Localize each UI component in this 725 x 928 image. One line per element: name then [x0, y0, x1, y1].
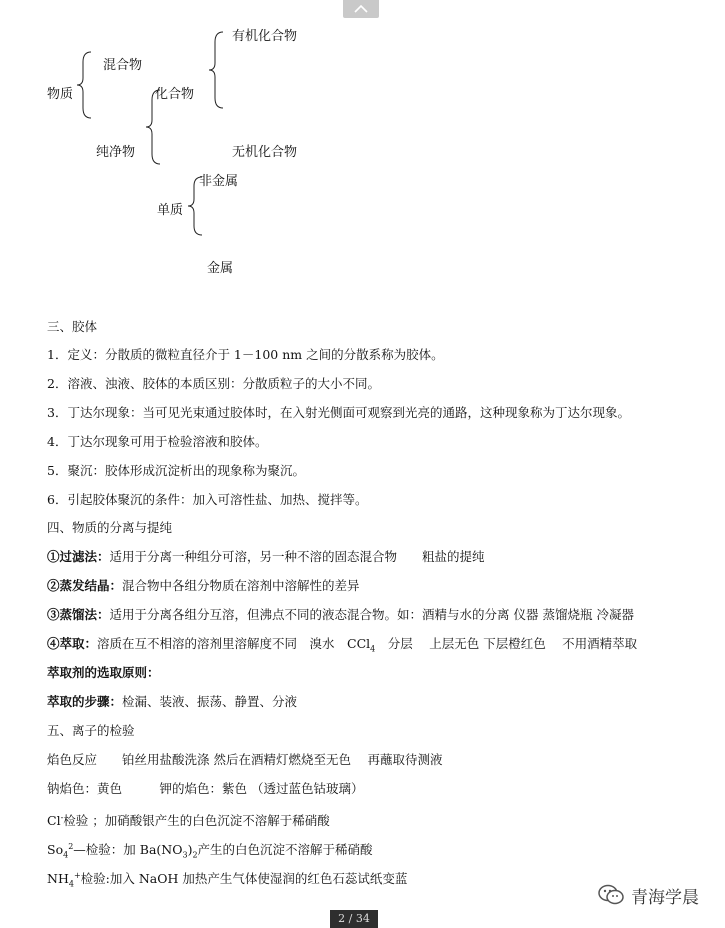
- extraction-sub: 4: [370, 644, 376, 654]
- chloride-charge: -: [60, 813, 64, 822]
- sulfate-sub: 4: [63, 850, 69, 860]
- ammonium-symbol: NH: [47, 871, 69, 887]
- chevron-up-icon: [353, 3, 369, 15]
- sulfate-text-b: ): [187, 842, 193, 858]
- brace-pure: [144, 88, 164, 166]
- node-mixture: 混合物: [103, 58, 143, 73]
- section3-item-2: 2．溶液、浊液、胶体的本质区别：分散质粒子的大小不同。: [47, 376, 380, 391]
- section5-heading: 五、离子的检验: [47, 723, 135, 738]
- scroll-up-button[interactable]: [343, 0, 379, 18]
- node-element: 单质: [157, 203, 184, 218]
- ammonium-sub: 4: [68, 879, 74, 889]
- evaporation-row: [47, 577, 360, 595]
- node-metal: 金属: [207, 261, 234, 276]
- distillation-row: [47, 606, 634, 624]
- flame-test: 焰色反应 铂丝用盐酸洗涤 然后在酒精灯燃烧至无色 再蘸取待测液: [47, 752, 443, 767]
- sulfate-sub3: 2: [192, 850, 198, 860]
- distillation-label: ③蒸馏法：: [47, 607, 110, 622]
- brace-compound: [207, 30, 227, 110]
- watermark: [597, 880, 699, 910]
- section3-item-5: 5．聚沉：胶体形成沉淀析出的现象称为聚沉。: [47, 463, 305, 478]
- sulfate-symbol: So: [47, 842, 64, 858]
- section3-item-6: 6．引起胶体聚沉的条件：加入可溶性盐、加热、搅拌等。: [47, 492, 368, 507]
- sulfate-test: [47, 838, 373, 865]
- extraction-row: [47, 635, 637, 659]
- distillation-text: 适用于分离各组分互溶，但沸点不同的液态混合物。如：酒精与水的分离 仪器 蒸馏烧瓶 冷凝器: [109, 607, 634, 622]
- sulfate-sub2: 3: [182, 850, 188, 860]
- flame-colors: 钠焰色：黄色 钾的焰色：紫色 （透过蓝色钴玻璃）: [47, 781, 364, 796]
- evaporation-text: 混合物中各组分物质在溶剂中溶解性的差异: [122, 578, 360, 593]
- node-compound: 化合物: [155, 87, 195, 102]
- chloride-text: 检验 ；加硝酸银产生的白色沉淀不溶解于稀硝酸: [63, 813, 330, 829]
- section3-item-4: 4．丁达尔现象可用于检验溶液和胶体。: [47, 434, 268, 449]
- section3-heading: 三、胶体: [47, 319, 98, 334]
- filtration-label: ①过滤法：: [47, 549, 110, 564]
- ammonium-text: 检验:加入 NaOH 加热产生气体使湿润的红色石蕊试纸变蓝: [80, 871, 408, 887]
- node-substance: 物质: [47, 87, 74, 102]
- filtration-text: 适用于分离一种组分可溶，另一种不溶的固态混合物 粗盐的提纯: [109, 549, 485, 564]
- sulfate-text-c: 产生的白色沉淀不溶解于稀硝酸: [197, 842, 373, 858]
- extraction-label: ④萃取：: [47, 636, 98, 651]
- brace-root: [75, 50, 95, 120]
- extraction-steps-label: 萃取的步骤：: [47, 694, 123, 709]
- extraction-steps-text: 检漏、装液、振荡、静置、分液: [122, 694, 298, 709]
- node-pure: 纯净物: [96, 145, 136, 160]
- extraction-steps-row: [47, 693, 297, 711]
- section3-item-1: 1．定义：分散质的微粒直径介于 1－100 nm 之间的分散系称为胶体。: [47, 347, 444, 362]
- node-inorganic: 无机化合物: [232, 145, 298, 160]
- page-indicator: 2 / 34: [330, 910, 378, 928]
- ammonium-test: [47, 867, 407, 894]
- extractant-principle: 萃取剂的选取原则：: [47, 665, 160, 680]
- section4-heading: 四、物质的分离与提纯: [47, 520, 173, 535]
- brace-element: [186, 175, 206, 237]
- chloride-test: [47, 809, 330, 830]
- node-nonmetal: 非金属: [199, 174, 239, 189]
- chloride-symbol: Cl: [47, 813, 61, 829]
- wechat-icon: [597, 883, 625, 907]
- ammonium-charge: +: [73, 871, 81, 880]
- evaporation-label: ②蒸发结晶：: [47, 578, 123, 593]
- extraction-text-b: 分层 上层无色 下层橙红色 不用酒精萃取: [375, 636, 638, 651]
- extraction-text-a: 溶质在互不相溶的溶剂里溶解度不同 溴水 CCl: [97, 636, 371, 651]
- node-organic: 有机化合物: [232, 29, 298, 44]
- watermark-text: 青海学晨: [631, 887, 699, 908]
- sulfate-charge: 2: [68, 842, 74, 851]
- filtration-row: [47, 548, 485, 566]
- sulfate-text-a: —检验：加 Ba(NO: [73, 842, 183, 858]
- section3-item-3: 3．丁达尔现象：当可见光束通过胶体时，在入射光侧面可观察到光亮的通路，这种现象称为丁达尔现象。: [47, 405, 630, 420]
